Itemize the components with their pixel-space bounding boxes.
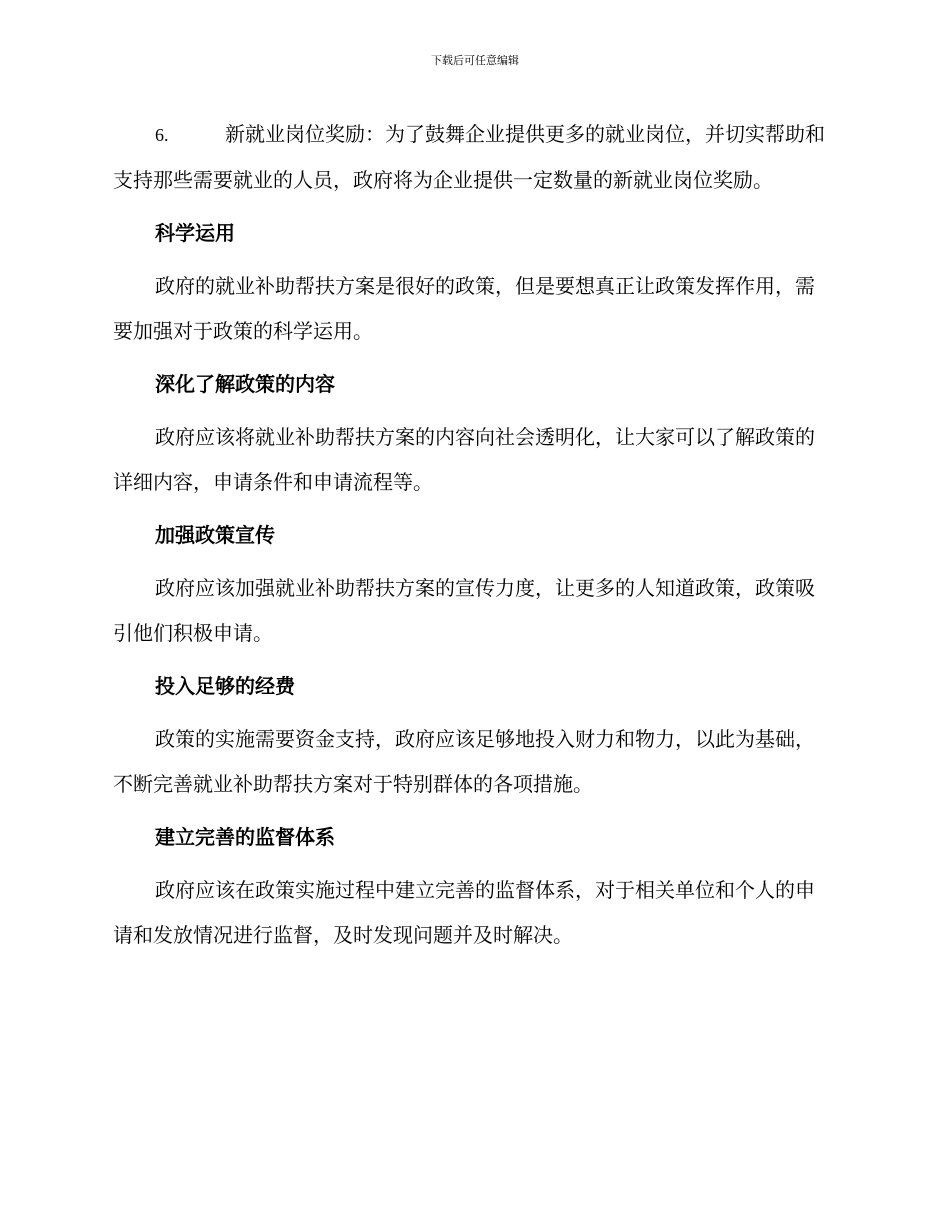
section-body-policy-publicity: 政府应该加强就业补助帮扶方案的宣传力度，让更多的人知道政策，政策吸引他们积极申请。 bbox=[113, 576, 815, 645]
section-heading-scientific-use: 科学运用 bbox=[155, 221, 235, 245]
section-heading-funding: 投入足够的经费 bbox=[155, 674, 295, 698]
document-body bbox=[113, 112, 833, 966]
section-body-funding: 政策的实施需要资金支持，政府应该足够地投入财力和物力，以此为基础，不断完善就业补助帮扶方案对于特别群体的各项措施。 bbox=[113, 727, 815, 796]
section-body-policy-content: 政府应该将就业补助帮扶方案的内容向社会透明化，让大家可以了解政策的详细内容，申请条件和申请流程等。 bbox=[113, 425, 815, 494]
list-number: 6. bbox=[155, 125, 169, 145]
section-body-supervision: 政府应该在政策实施过程中建立完善的监督体系，对于相关单位和个人的申请和发放情况进行监督，及时发现问题并及时解决。 bbox=[113, 878, 815, 947]
section-heading-policy-content: 深化了解政策的内容 bbox=[155, 372, 335, 396]
section-body-scientific-use: 政府的就业补助帮扶方案是很好的政策，但是要想真正让政策发挥作用，需要加强对于政策的科学运用。 bbox=[113, 274, 815, 343]
list-item-text: 新就业岗位奖励：为了鼓舞企业提供更多的就业岗位，并切实帮助和支持那些需要就业的人员，政府将为企业提供一定数量的新就业岗位奖励。 bbox=[113, 122, 825, 192]
section-heading-policy-publicity: 加强政策宣传 bbox=[155, 523, 275, 547]
list-item bbox=[113, 112, 833, 203]
section-heading-supervision: 建立完善的监督体系 bbox=[155, 825, 335, 849]
page-header: 下载后可任意编辑 bbox=[431, 54, 519, 67]
